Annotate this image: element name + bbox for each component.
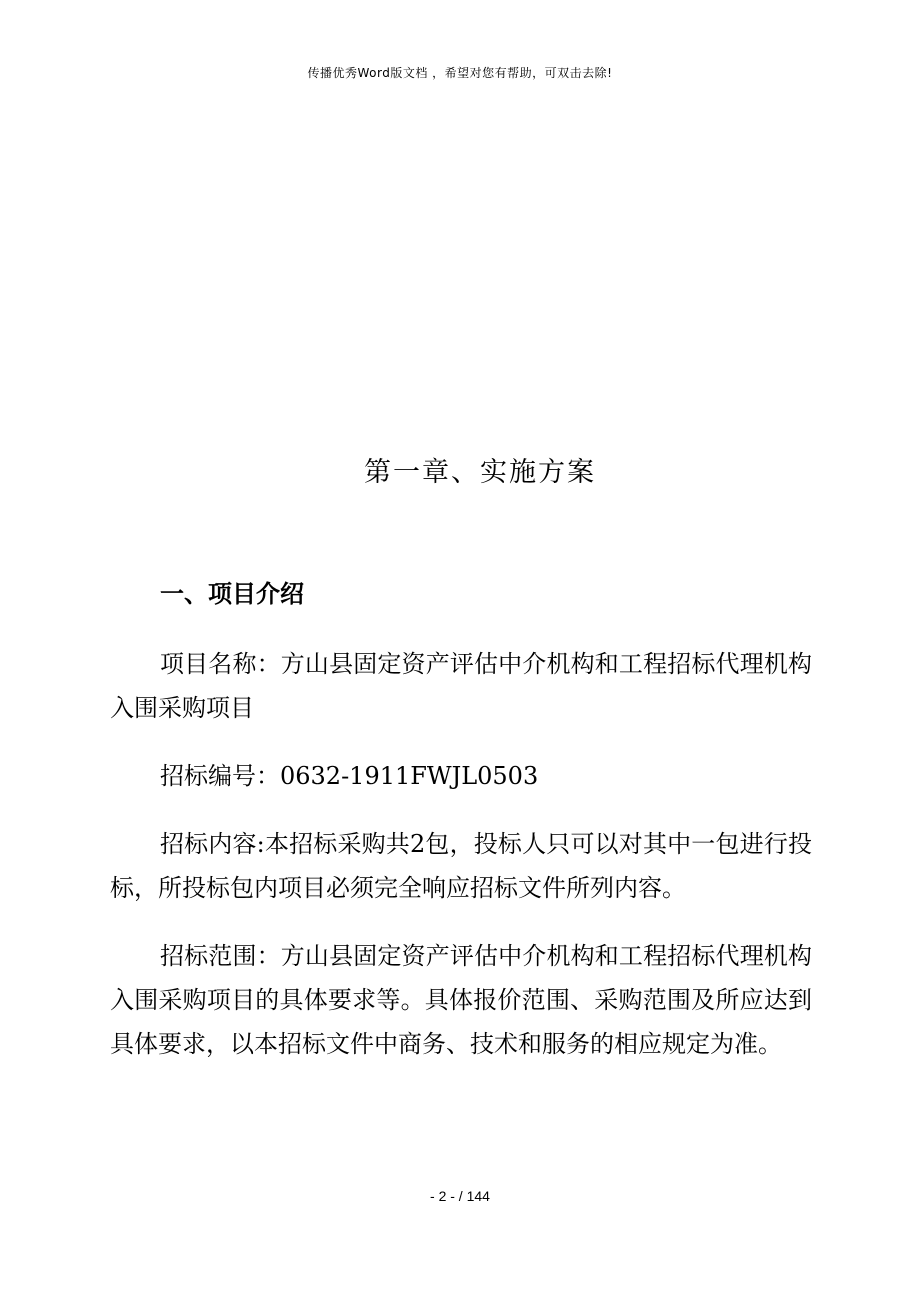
chapter-title: 第一章、实施方案 <box>364 457 596 488</box>
section-heading: 一、项目介绍 <box>160 580 304 608</box>
tender-number-paragraph: 招标编号：0632-1911FWJL0503 <box>160 762 539 790</box>
document-body <box>110 642 812 1090</box>
tender-content-paragraph: 招标内容:本招标采购共2包，投标人只可以对其中一包进行投标，所投标包内项目必须完全响应招标文件所列内容。 <box>110 830 812 902</box>
project-name-paragraph: 项目名称：方山县固定资产评估中介机构和工程招标代理机构入围采购项目 <box>110 650 812 722</box>
tender-scope-paragraph: 招标范围：方山县固定资产评估中介机构和工程招标代理机构入围采购项目的具体要求等。具体报价范围、采购范围及所应达到具体要求，以本招标文件中商务、技术和服务的相应规定为准。 <box>110 942 812 1058</box>
header-note: 传播优秀Word版文档 ，希望对您有帮助，可双击去除! <box>307 66 613 80</box>
page-number: - 2 - / 144 <box>430 1188 490 1204</box>
